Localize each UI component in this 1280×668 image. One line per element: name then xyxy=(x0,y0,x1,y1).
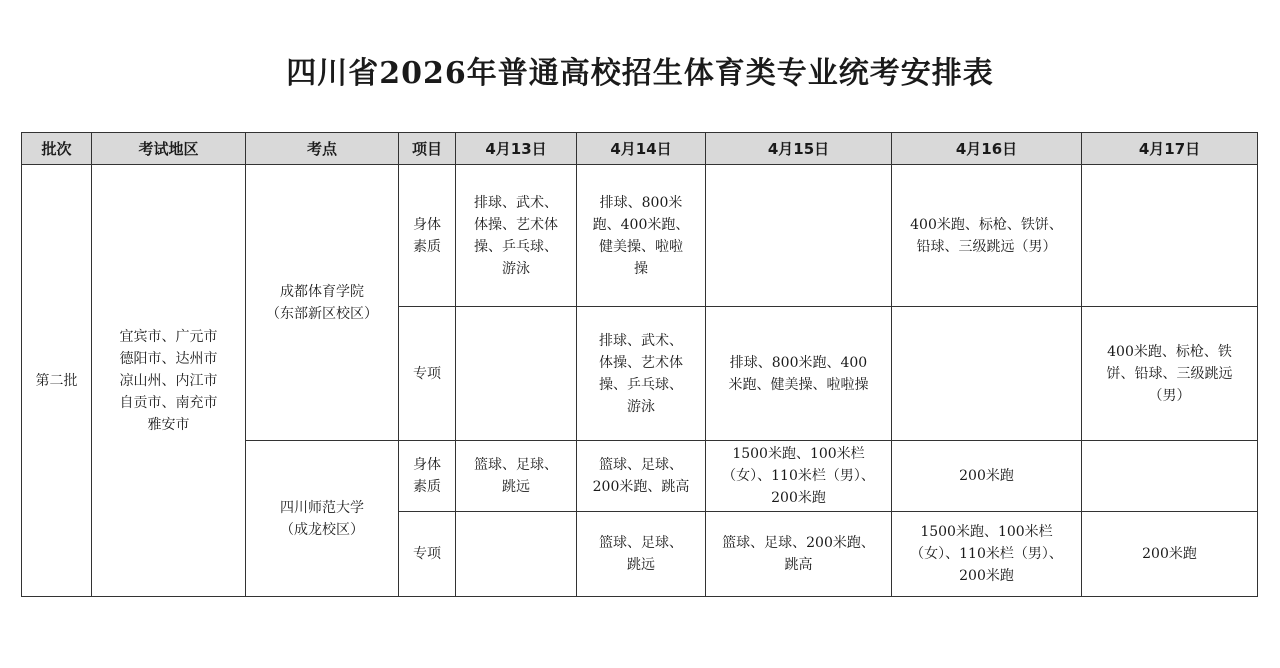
day-cell xyxy=(1082,165,1258,307)
day-cell: 排球、800米 跑、400米跑、 健美操、啦啦 操 xyxy=(577,165,706,307)
day-cell: 篮球、足球、 跳远 xyxy=(577,512,706,597)
schedule-table xyxy=(21,132,1258,597)
day-cell: 400米跑、标枪、铁饼、 铅球、三级跳远（男） xyxy=(892,165,1082,307)
venue-cell: 成都体育学院 （东部新区校区） xyxy=(246,165,399,441)
day-cell: 排球、武术、 体操、艺术体 操、乒乓球、 游泳 xyxy=(577,307,706,441)
day-cell: 排球、800米跑、400 米跑、健美操、啦啦操 xyxy=(706,307,892,441)
header-row xyxy=(22,133,1258,165)
day-cell: 200米跑 xyxy=(1082,512,1258,597)
day-cell: 1500米跑、100米栏 （女）、110米栏（男）、 200米跑 xyxy=(892,512,1082,597)
item-cell: 专项 xyxy=(399,307,456,441)
header-venue: 考点 xyxy=(246,133,399,165)
page-title: 四川省2026年普通高校招生体育类专业统考安排表 xyxy=(286,56,994,91)
table-row xyxy=(22,165,1258,307)
day-cell: 篮球、足球、 跳远 xyxy=(456,441,577,512)
day-cell xyxy=(456,307,577,441)
day-cell xyxy=(1082,441,1258,512)
header-date-apr13: 4月13日 xyxy=(456,133,577,165)
item-cell: 身体 素质 xyxy=(399,441,456,512)
batch-cell: 第二批 xyxy=(22,165,92,597)
header-date-apr17: 4月17日 xyxy=(1082,133,1258,165)
item-cell: 身体 素质 xyxy=(399,165,456,307)
region-cell: 宜宾市、广元市 德阳市、达州市 凉山州、内江市 自贡市、南充市 雅安市 xyxy=(92,165,246,597)
day-cell: 篮球、足球、200米跑、 跳高 xyxy=(706,512,892,597)
day-cell xyxy=(706,165,892,307)
header-region: 考试地区 xyxy=(92,133,246,165)
day-cell: 400米跑、标枪、铁 饼、铅球、三级跳远 （男） xyxy=(1082,307,1258,441)
day-cell: 排球、武术、 体操、艺术体 操、乒乓球、 游泳 xyxy=(456,165,577,307)
header-batch: 批次 xyxy=(22,133,92,165)
header-date-apr14: 4月14日 xyxy=(577,133,706,165)
header-date-apr15: 4月15日 xyxy=(706,133,892,165)
day-cell xyxy=(892,307,1082,441)
day-cell xyxy=(456,512,577,597)
day-cell: 200米跑 xyxy=(892,441,1082,512)
day-cell: 1500米跑、100米栏 （女）、110米栏（男）、 200米跑 xyxy=(706,441,892,512)
header-date-apr16: 4月16日 xyxy=(892,133,1082,165)
venue-cell: 四川师范大学 （成龙校区） xyxy=(246,441,399,597)
header-item: 项目 xyxy=(399,133,456,165)
day-cell: 篮球、足球、 200米跑、跳高 xyxy=(577,441,706,512)
item-cell: 专项 xyxy=(399,512,456,597)
